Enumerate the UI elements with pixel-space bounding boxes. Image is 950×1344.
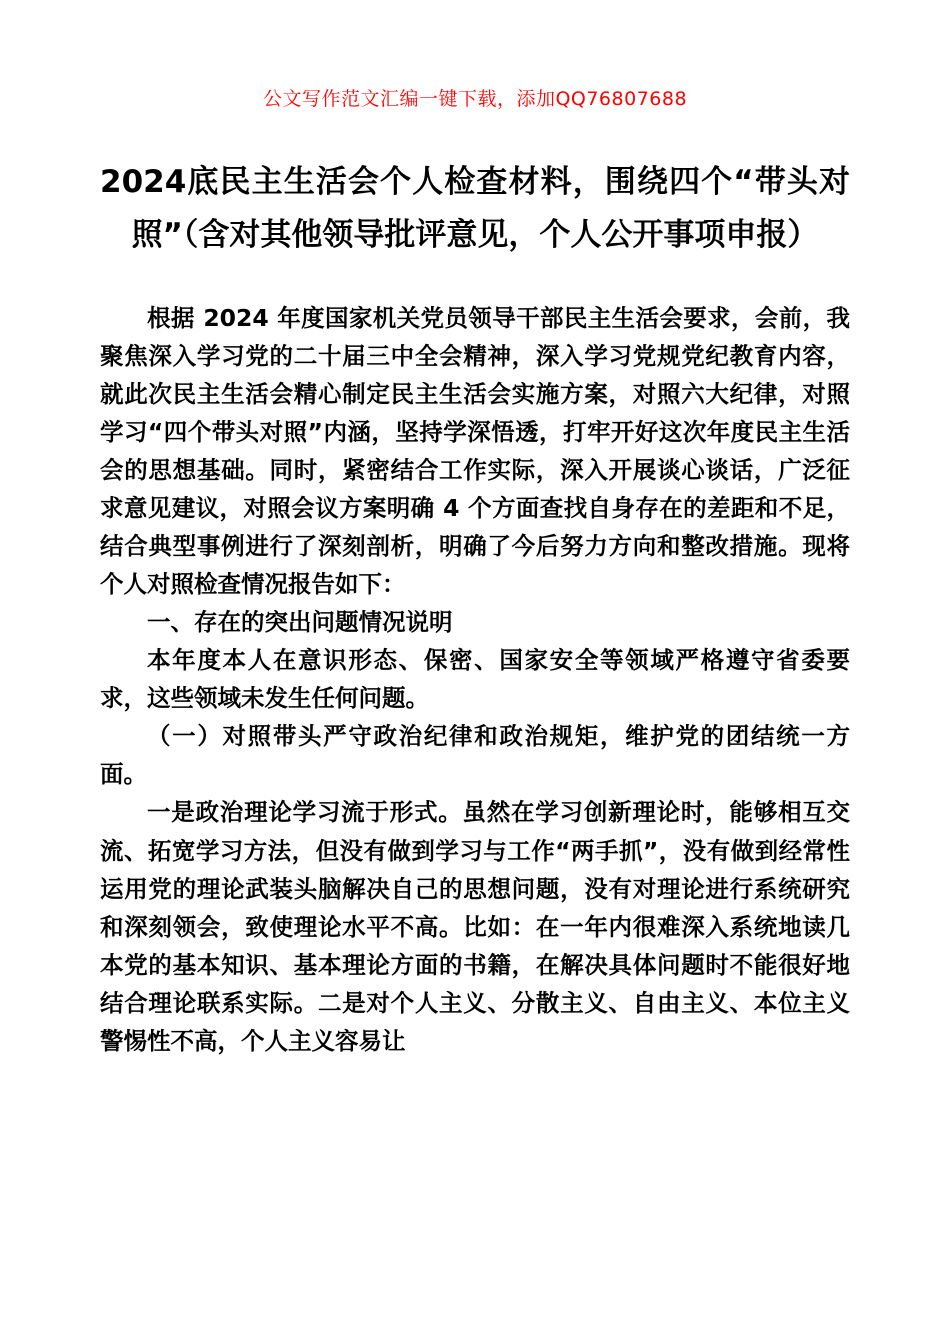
paragraph-2: 一、存在的突出问题情况说明 (147, 608, 453, 637)
document-body (100, 263, 850, 1060)
paragraph-1: 根据 2024 年度国家机关党员领导干部民主生活会要求，会前，我聚焦深入学习党的二十届三中全会精神，深入学习党规党纪教育内容，就此次民主生活会精心制定民主生活会实施方案，对照六大纪律，对照学习“四个带头对照”内涵，坚持学深悟透，打牢开好这次年度民主生活会的思想基础。同时，紧密结合工作实际，深入开展谈心谈话，广泛征求意见建议，对照会议方案明确 4 个方面查找自身存在的差距和不足，结合典型事例进行了深刻剖析，明确了今后努力方向和整改措施。现将个人对照检查情况报告如下： (100, 303, 850, 599)
paragraph-4: （一）对照带头严守政治纪律和政治规矩，维护党的团结统一方面。 (100, 722, 850, 789)
page-title: 2024底民主生活会个人检查材料，围绕四个“带头对照”（含对其他领导批评意见，个人公开事项申报） (100, 164, 850, 254)
watermark-text: 公文写作范文汇编一键下载，添加QQ76807688 (262, 88, 688, 110)
paragraph-3: 本年度本人在意识形态、保密、国家安全等领域严格遵守省委要求，这些领域未发生任何问题。 (100, 646, 850, 713)
paragraph-5: 一是政治理论学习流于形式。虽然在学习创新理论时，能够相互交流、拓宽学习方法，但没有做到学习与工作“两手抓”，没有做到经常性运用党的理论武装头脑解决自己的思想问题，没有对理论进行系统研究和深刻领会，致使理论水平不高。比如：在一年内很难深入系统地读几本党的基本知识、基本理论方面的书籍，在解决具体问题时不能很好地结合理论联系实际。二是对个人主义、分散主义、自由主义、本位主义警惕性不高，个人主义容易让 (100, 798, 850, 1055)
